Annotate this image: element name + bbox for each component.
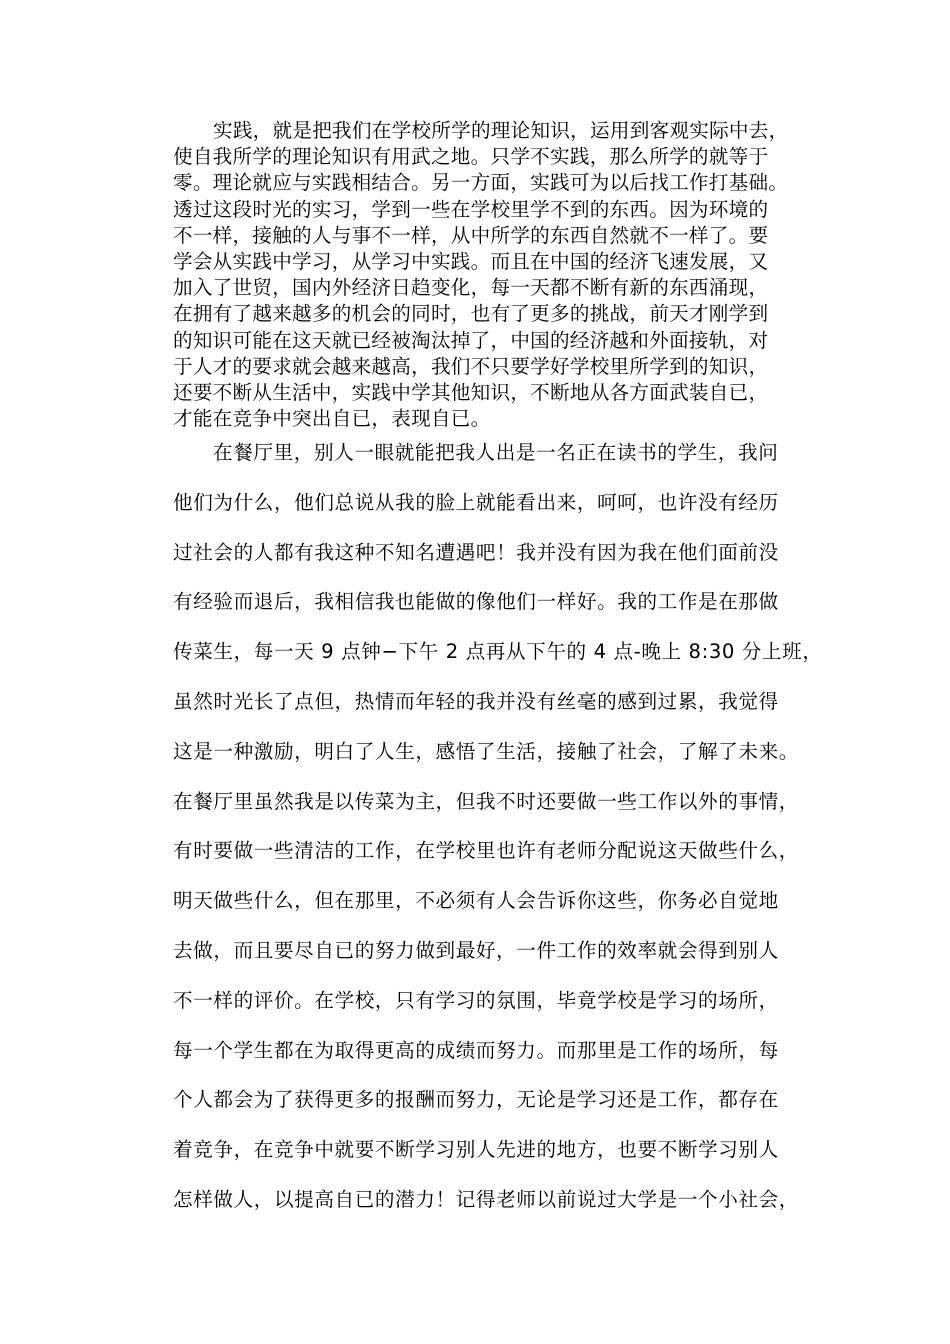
paragraph-line: 零。理论就应与实践相结合。另一方面，实践可为以后找工作打基础。	[173, 171, 789, 195]
paragraph-line: 有时要做一些清洁的工作，在学校里也许有老师分配说这天做些什么，	[173, 839, 800, 863]
paragraph-line: 每一个学生都在为取得更高的成绩而努力。而那里是工作的场所，每	[173, 1038, 779, 1062]
paragraph-line: 有经验而退后，我相信我也能做的像他们一样好。我的工作是在那做	[173, 590, 779, 614]
paragraph-line: 明天做些什么，但在那里，不必须有人会告诉你这些，你务必自觉地	[173, 889, 779, 913]
paragraph-practice	[173, 118, 838, 432]
paragraph-line: 过社会的人都有我这种不知名遭遇吧！我并没有因为我在他们面前没	[173, 540, 779, 564]
paragraph-line: 的知识可能在这天就已经被淘汰掉了，中国的经济越和外面接轨，对	[173, 328, 769, 352]
paragraph-line: 着竞争，在竞争中就要不断学习别人先进的地方，也要不断学习别人	[173, 1138, 779, 1162]
paragraph-line: 学会从实践中学习，从学习中实践。而且在中国的经济飞速发展，又	[173, 249, 769, 273]
paragraph-line: 这是一种激励，明白了人生，感悟了生活，接触了社会，了解了未来。	[173, 739, 800, 763]
paragraph-line: 不一样，接触的人与事不一样，从中所学的东西自然就不一样了。要	[173, 223, 769, 247]
paragraph-line: 加入了世贸，国内外经济日趋变化，每一天都不断有新的东西涌现，	[173, 276, 769, 300]
paragraph-line: 个人都会为了获得更多的报酬而努力，无论是学习还是工作，都存在	[173, 1088, 779, 1112]
paragraph-line: 虽然时光长了点但，热情而年轻的我并没有丝毫的感到过累，我觉得	[173, 689, 779, 713]
paragraph-line: 实践，就是把我们在学校所学的理论知识，运用到客观实际中去，	[213, 119, 789, 142]
paragraph-line: 于人才的要求就会越来越高，我们不只要学好学校里所学到的知识，	[173, 354, 769, 378]
paragraph-line: 在餐厅里，别人一眼就能把我人出是一名正在读书的学生，我问	[213, 441, 779, 464]
paragraph-line: 还要不断从生活中，实践中学其他知识，不断地从各方面武装自已，	[173, 380, 769, 404]
paragraph-restaurant	[173, 428, 838, 1225]
paragraph-line: 在餐厅里虽然我是以传菜为主，但我不时还要做一些工作以外的事情，	[173, 789, 800, 813]
paragraph-line: 在拥有了越来越多的机会的同时，也有了更多的挑战，前天才刚学到	[173, 302, 769, 326]
paragraph-line: 透过这段时光的实习，学到一些在学校里学不到的东西。因为环境的	[173, 197, 769, 221]
paragraph-line: 才能在竞争中突出自已，表现自已。	[173, 407, 491, 431]
paragraph-line: 传菜生，每一天 9 点钟−下午 2 点再从下午的 4 点-晚上 8:30 分上班，	[173, 640, 823, 664]
paragraph-line: 使自我所学的理论知识有用武之地。只学不实践，那么所学的就等于	[173, 145, 769, 169]
paragraph-line: 怎样做人，以提高自已的潜力！记得老师以前说过大学是一个小社会，	[173, 1187, 800, 1211]
paragraph-line: 他们为什么，他们总说从我的脸上就能看出来，呵呵，也许没有经历	[173, 490, 779, 514]
paragraph-line: 去做，而且要尽自已的努力做到最好，一件工作的效率就会得到别人	[173, 938, 779, 962]
paragraph-line: 不一样的评价。在学校，只有学习的氛围，毕竟学校是学习的场所，	[173, 988, 779, 1012]
